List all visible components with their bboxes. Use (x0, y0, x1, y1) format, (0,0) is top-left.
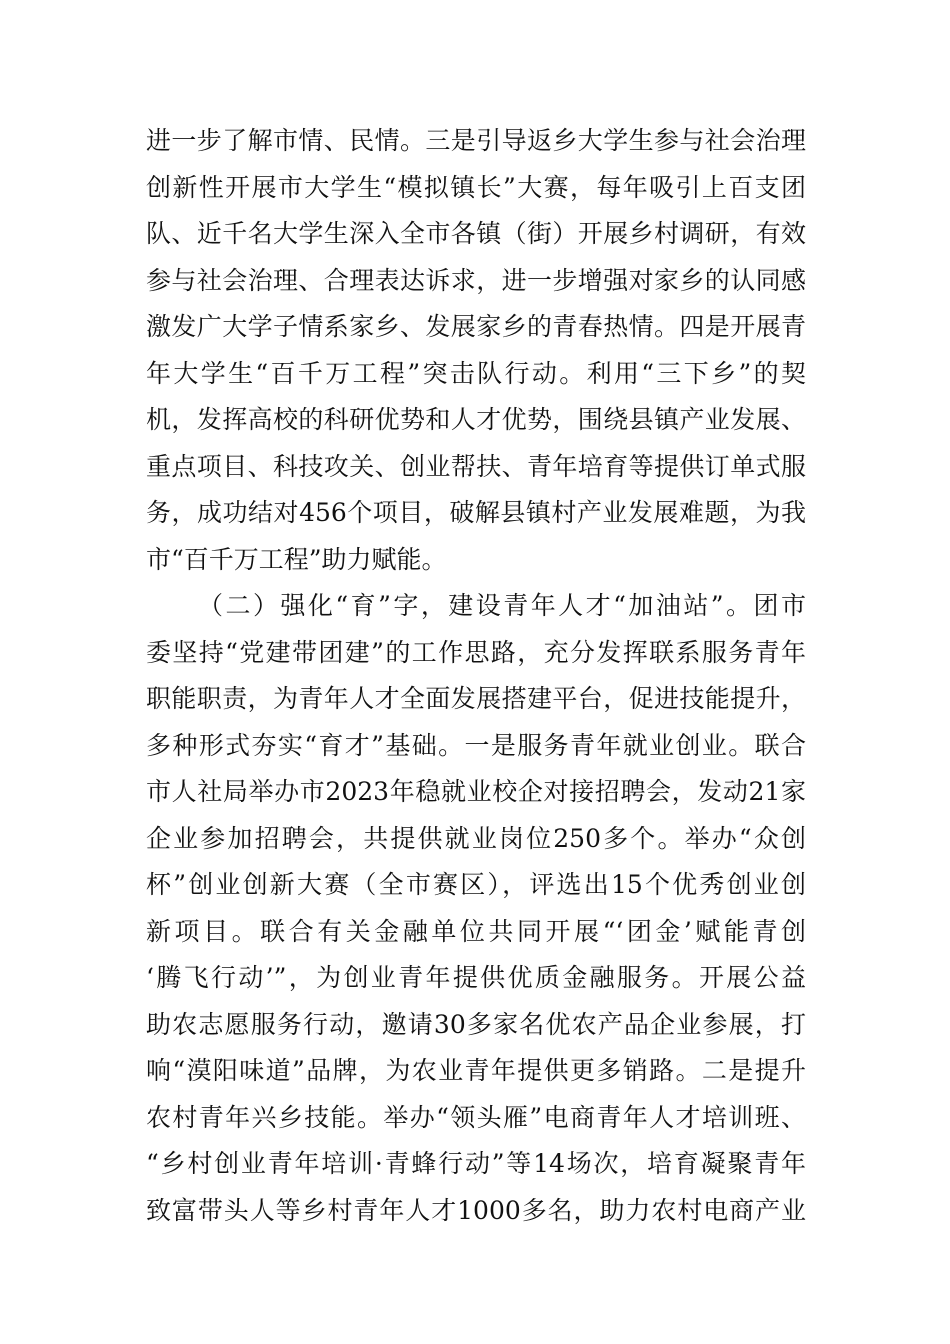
text-line: 年大学生“百千万工程”突击队行动。利用“三下乡”的契 (146, 358, 806, 388)
text-line: 激发广大学子情系家乡、发展家乡的青春热情。四是开展青 (146, 312, 806, 341)
text-line: 企业参加招聘会，共提供就业岗位250多个。举办“众创 (146, 823, 806, 853)
text-line: 务，成功结对456个项目，破解县镇村产业发展难题，为我 (146, 498, 806, 527)
text-line: 重点项目、科技攻关、创业帮扶、青年培育等提供订单式服 (146, 451, 806, 481)
text-line: 创新性开展市大学生“模拟镇长”大赛，每年吸引上百支团 (146, 172, 806, 202)
body-text (146, 118, 806, 1234)
text-line: ‘腾飞行动’”，为创业青年提供优质金融服务。开展公益 (146, 963, 806, 992)
text-line: 助农志愿服务行动，邀请30多家名优农产品企业参展，打 (146, 1009, 806, 1039)
text-line: 职能职责，为青年人才全面发展搭建平台，促进技能提升， (146, 684, 806, 713)
text-line: 农村青年兴乡技能。举办“领头雁”电商青年人才培训班、 (146, 1102, 806, 1132)
text-line: 新项目。联合有关金融单位共同开展“‘团金’赋能青创 (146, 916, 806, 946)
text-line: 杯”创业创新大赛（全市赛区），评选出15个优秀创业创 (146, 870, 806, 899)
text-line: 进一步了解市情、民情。三是引导返乡大学生参与社会治理 (146, 126, 806, 155)
text-line: 响“漠阳味道”品牌，为农业青年提供更多销路。二是提升 (146, 1056, 806, 1085)
text-line: 队、近千名大学生深入全市各镇（街）开展乡村调研，有效 (146, 219, 806, 248)
text-line: 委坚持“党建带团建”的工作思路，充分发挥联系服务青年 (146, 637, 806, 667)
section-heading-line: （二）强化“育”字，建设青年人才“加油站”。团市 (198, 591, 806, 620)
text-line: 机，发挥高校的科研优势和人才优势，围绕县镇产业发展、 (146, 405, 806, 434)
paragraph-end-line: 市“百千万工程”助力赋能。 (146, 544, 447, 574)
text-line: 致富带头人等乡村青年人才1000多名，助力农村电商产业 (146, 1195, 806, 1225)
text-line: 参与社会治理、合理表达诉求，进一步增强对家乡的认同感 (146, 265, 806, 295)
text-line: 多种形式夯实“育才”基础。一是服务青年就业创业。联合 (146, 730, 806, 760)
text-line: 市人社局举办市2023年稳就业校企对接招聘会，发动21家 (146, 777, 806, 806)
text-line: “乡村创业青年培训·青蜂行动”等14场次，培育凝聚青年 (146, 1149, 806, 1178)
